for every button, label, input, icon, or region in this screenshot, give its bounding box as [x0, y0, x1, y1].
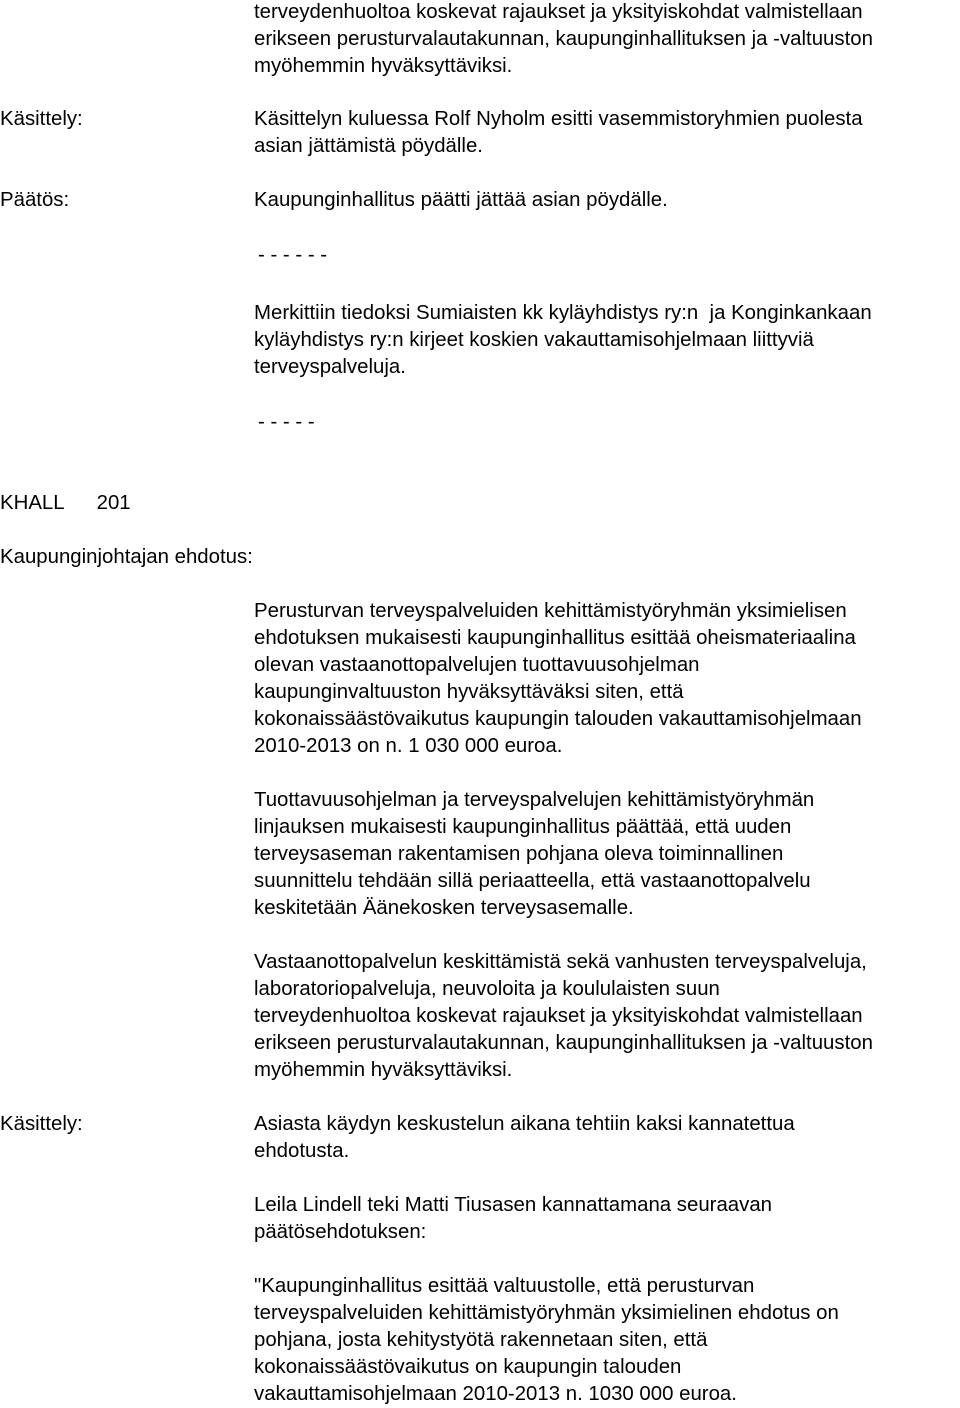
separator: - - - - - - [258, 244, 328, 266]
text-line: Leila Lindell teki Matti Tiusasen kannattamana seuraavan [254, 1194, 773, 1216]
text-line: kyläyhdistys ry:n kirjeet koskien vakauttamisohjelmaan liittyviä [254, 329, 814, 351]
paatos-label: Päätös: [0, 189, 70, 211]
text-line: ehdotuksen mukaisesti kaupunginhallitus esittää oheismateriaalina [254, 627, 856, 649]
khall-number: 201 [96, 492, 131, 514]
text-line: 2010-2013 on n. 1 030 000 euroa. [254, 735, 563, 757]
text-line: Asiasta käydyn keskustelun aikana tehtiin kaksi kannatettua [254, 1113, 795, 1135]
kasittely-label: Käsittely: [0, 108, 83, 130]
text-line: "Kaupunginhallitus esittää valtuustolle, että perusturvan [254, 1275, 755, 1297]
text-line: linjauksen mukaisesti kaupunginhallitus päättää, että uuden [254, 816, 792, 838]
khall-label: KHALL [0, 492, 65, 514]
text-line: kokonaissäästövaikutus on kaupungin talouden [254, 1356, 682, 1378]
text-line: terveyspalveluja. [254, 356, 406, 378]
text-line: Merkittiin tiedoksi Sumiaisten kk kyläyhdistys ry:n ja Konginkankaan [254, 302, 872, 324]
text-line: vakauttamisohjelmaan 2010-2013 n. 1030 000 euroa. [254, 1383, 737, 1405]
text-line: terveyspalveluiden kehittämistyöryhmän yksimielinen ehdotus on [254, 1302, 839, 1324]
kasittely-label: Käsittely: [0, 1113, 83, 1135]
separator: - - - - - [258, 411, 315, 433]
text-line: myöhemmin hyväksyttäviksi. [254, 55, 513, 77]
text-line: ehdotusta. [254, 1140, 350, 1162]
text-line: Käsittelyn kuluessa Rolf Nyholm esitti vasemmistoryhmien puolesta [254, 108, 863, 130]
text-line: Tuottavuusohjelman ja terveyspalvelujen kehittämistyöryhmän [254, 789, 815, 811]
text-line: Perusturvan terveyspalveluiden kehittämistyöryhmän yksimielisen [254, 600, 847, 622]
khall-heading [0, 490, 131, 517]
text-line: erikseen perusturvalautakunnan, kaupunginhallituksen ja -valtuuston [254, 1032, 873, 1054]
text-line: asian jättämistä pöydälle. [254, 135, 483, 157]
text-line: erikseen perusturvalautakunnan, kaupunginhallituksen ja -valtuuston [254, 28, 873, 50]
section-title: Kaupunginjohtajan ehdotus: [0, 546, 253, 568]
text-line: laboratoriopalveluja, neuvoloita ja koululaisten suun [254, 978, 720, 1000]
text-line: Kaupunginhallitus päätti jättää asian pöydälle. [254, 189, 668, 211]
text-line: kaupunginvaltuuston hyväksyttäväksi siten, että [254, 681, 684, 703]
text-line: olevan vastaanottopalvelujen tuottavuusohjelman [254, 654, 700, 676]
text-line: suunnittelu tehdään sillä periaatteella, että vastaanottopalvelu [254, 870, 811, 892]
text-line: Vastaanottopalvelun keskittämistä sekä vanhusten terveyspalveluja, [254, 951, 867, 973]
text-line: terveydenhuoltoa koskevat rajaukset ja yksityiskohdat valmistellaan [254, 1, 863, 23]
text-line: päätösehdotuksen: [254, 1221, 427, 1243]
text-line: keskitetään Äänekosken terveysasemalle. [254, 897, 634, 919]
text-line: kokonaissäästövaikutus kaupungin talouden vakauttamisohjelmaan [254, 708, 862, 730]
text-line: terveysaseman rakentamisen pohjana oleva toiminnallinen [254, 843, 784, 865]
text-line: myöhemmin hyväksyttäviksi. [254, 1059, 513, 1081]
text-line: pohjana, josta kehitystyötä rakennetaan siten, että [254, 1329, 708, 1351]
text-line: terveydenhuoltoa koskevat rajaukset ja yksityiskohdat valmistellaan [254, 1005, 863, 1027]
